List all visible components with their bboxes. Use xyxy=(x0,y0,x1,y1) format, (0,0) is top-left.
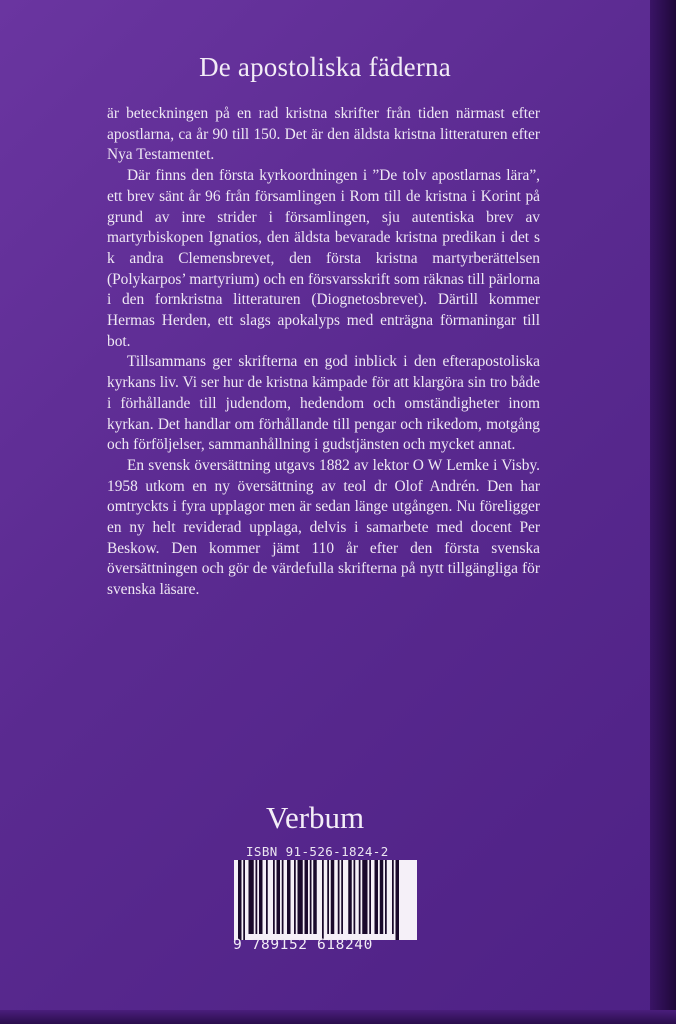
barcode-bar xyxy=(266,860,268,934)
blurb-paragraph-3: Tillsammans ger skrifterna en god inblick i den efterapostoliska kyrkans liv. Vi ser hur de kristna kämpade för att klargöra sin tro både i förhållande till judendom, hedendom och omständigheter inom kyrkan. Det handlar om förhållande till pengar och rikedom, motgång och förföljelser, sammanhållning i gudstjänsten och mycket annat. xyxy=(107,353,540,454)
barcode-bar xyxy=(294,860,296,934)
barcode-bar xyxy=(313,860,317,934)
barcode-bar xyxy=(259,860,263,934)
barcode-bar xyxy=(359,860,361,934)
blurb-paragraph-2: Där finns den första kyrkoordningen i ”De tolv apostlarnas lära”, ett brev sänt år 96 från församlingen i Rom till de kristna i Korint på grund av inre strider i församlingen, sju autentiska brev av martyrbiskopen Ignatios, den äldsta bevarade kristna predikan i det s k andra Clemensbrevet, den första kristna martyrberättelsen (Polykarpos’ martyrium) och en försvarsskrift som räknas till pärlorna i den fornkristna litteraturen (Diognetosbrevet). Därtill kommer Hermas Herden, ett slags apokalyps med enträgna förmaningar till bot. xyxy=(107,167,540,350)
barcode-bar xyxy=(282,860,284,934)
barcode-bar xyxy=(310,860,312,934)
isbn-label: ISBN 91-526-1824-2 xyxy=(246,844,389,859)
barcode-bar xyxy=(249,860,254,934)
blurb-text xyxy=(107,104,540,601)
barcode-bar xyxy=(348,860,352,934)
barcode-bar xyxy=(238,860,242,940)
barcode-bar xyxy=(298,860,303,934)
publisher-logo-text: Verbum xyxy=(266,800,365,835)
barcode-bar xyxy=(338,860,340,934)
blurb-paragraph-4: En svensk översättning utgavs 1882 av lektor O W Lemke i Visby. 1958 utkom en ny översättning av teol dr Olof Andrén. Den har omtryckts i fyra upplagor men är sedan länge utgången. Nu föreligger en ny helt reviderad upplaga, delvis i samarbete med docent Per Beskow. Den kommer jämt 110 år efter den första svenska översättningen och gör de värdefulla skrifterna på nytt tillgängliga för svenska läsare. xyxy=(107,456,540,599)
book-bottom-edge xyxy=(0,1010,676,1024)
barcode-bar xyxy=(256,860,258,934)
barcode-bar xyxy=(322,860,324,940)
barcode-bar xyxy=(380,860,384,934)
barcode-bar xyxy=(354,860,356,934)
barcode-bar xyxy=(273,860,275,934)
barcode-bar xyxy=(341,860,343,934)
barcode-number: 9 789152 618240 xyxy=(233,937,373,953)
barcode-bar xyxy=(369,860,371,934)
barcode-bar xyxy=(327,860,329,934)
barcode-bar xyxy=(385,860,387,934)
barcode-bar xyxy=(392,860,394,934)
cover-title: De apostoliska fäderna xyxy=(199,52,451,82)
barcode-bar xyxy=(277,860,281,934)
blurb-paragraph-1: är beteckningen på en rad kristna skrifter från tiden närmast efter apostlarna, ca år 90 till 150. Det är den äldsta kristna litteraturen efter Nya Testamentet. xyxy=(107,105,540,164)
barcode-bar xyxy=(396,860,400,940)
barcode-bar xyxy=(305,860,309,934)
book-spine-edge xyxy=(650,0,676,1024)
barcode-bar xyxy=(287,860,291,934)
barcode-bar xyxy=(331,860,335,934)
barcode-bar xyxy=(375,860,379,934)
barcode-bar xyxy=(362,860,367,934)
barcode-bars xyxy=(228,860,423,940)
barcode-bar xyxy=(243,860,245,940)
